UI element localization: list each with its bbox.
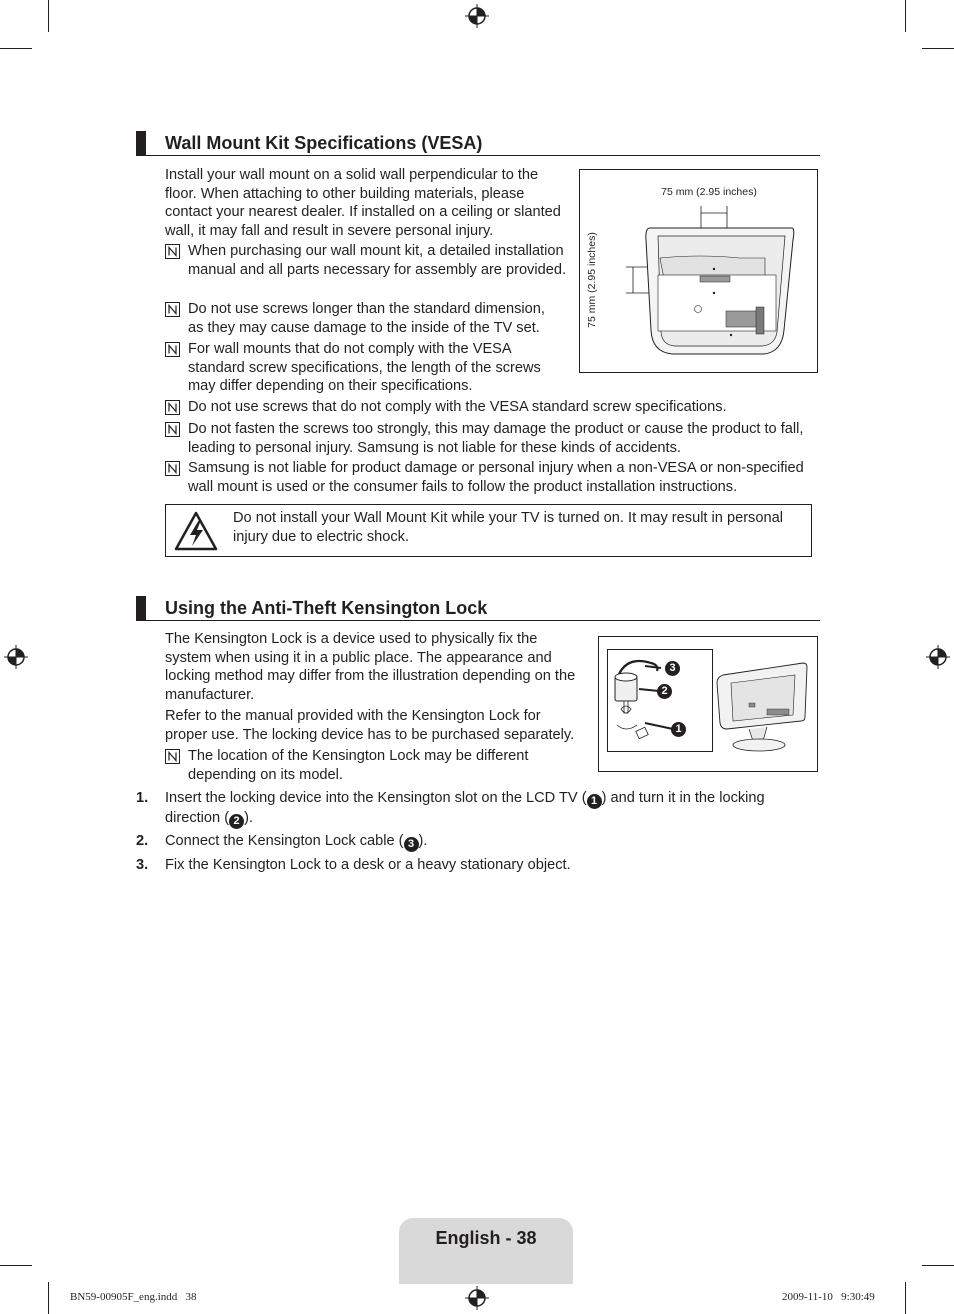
note-item [165, 747, 585, 785]
crop-mark [905, 0, 906, 32]
kensington-paragraph: Refer to the manual provided with the Kensington Lock for proper use. The locking device has to be purchased separately. [165, 708, 575, 743]
callout-3: 3 [665, 661, 680, 676]
registration-mark-icon [465, 1286, 489, 1310]
section-marker [136, 131, 146, 155]
step-text-part: ) and turn it in the locking [601, 790, 765, 806]
registration-mark-icon [465, 4, 489, 28]
note-item [165, 420, 815, 458]
step-text-part: direction ( [165, 810, 230, 826]
note-item [165, 459, 815, 497]
registration-mark-icon [4, 645, 28, 669]
note-item [165, 242, 575, 298]
note-icon [165, 422, 180, 437]
step-text: Fix the Kensington Lock to a desk or a heavy stationary object. [165, 857, 571, 873]
tv-back-panel-illustration [580, 170, 817, 372]
timestamp: 2009-11-10 9:30:49 [782, 1291, 875, 1303]
note-text: For wall mounts that do not comply with the VESA standard screw specifications, the length of the screws may differ depending on their specifications. [188, 341, 541, 395]
note-text: When purchasing our wall mount kit, a detailed installation manual and all parts necessary for assembly are provided. [188, 243, 567, 278]
callout-3: 3 [404, 837, 419, 852]
warning-text: Do not install your Wall Mount Kit while your TV is turned on. It may result in personal injury due to electric shock. [233, 510, 783, 545]
kensington-paragraph: The Kensington Lock is a device used to physically fix the system when using it in a public place. The appearance and locking method may differ from the illustration depending on the manufacturer. [165, 631, 576, 703]
note-text: Do not use screws that do not comply with the VESA standard screw specifications. [188, 399, 727, 415]
step-number: 2. [136, 833, 149, 849]
page-label: English - 38 [435, 1228, 537, 1248]
note-text: Samsung is not liable for product damage or personal injury when a non-VESA or non-specified wall mount is used or the consumer fails to follow the product installation instructions. [188, 460, 804, 495]
file-name: BN59-00905F_eng.indd 38 [70, 1291, 197, 1303]
callout-1: 1 [671, 722, 686, 737]
warning-box [165, 504, 812, 557]
crop-mark [0, 48, 32, 49]
note-icon [165, 244, 180, 259]
callout-2: 2 [229, 814, 244, 829]
crop-mark [922, 48, 954, 49]
note-item [165, 398, 815, 418]
crop-mark [0, 1265, 32, 1266]
step-text-part: Insert the locking device into the Kensington slot on the LCD TV ( [165, 790, 587, 806]
section-title: Wall Mount Kit Specifications (VESA) [165, 133, 483, 153]
crop-mark [48, 1282, 49, 1314]
note-icon [165, 400, 180, 415]
kensington-figure [598, 636, 818, 772]
step-number: 1. [136, 790, 149, 806]
crop-mark [905, 1282, 906, 1314]
crop-mark [922, 1265, 954, 1266]
note-icon [165, 302, 180, 317]
callout-1: 1 [587, 794, 602, 809]
crop-mark [48, 0, 49, 32]
step-number: 3. [136, 857, 149, 873]
step-text-part: ). [418, 833, 428, 849]
vesa-figure [579, 169, 818, 373]
callout-2: 2 [657, 684, 672, 699]
step-text [165, 789, 815, 829]
intro-paragraph: Install your wall mount on a solid wall perpendicular to the floor. When attaching to other building materials, please contact your nearest dealer. If installed on a ceiling or slanted wall, it may fall and result in severe personal injury. [165, 167, 561, 239]
section-header-wall-mount [136, 131, 820, 156]
section-header-kensington [136, 596, 820, 621]
step-text-part: ). [244, 810, 253, 826]
step-text [165, 832, 815, 852]
note-text: The location of the Kensington Lock may be different depending on its model. [188, 748, 529, 783]
note-text: Do not fasten the screws too strongly, this may damage the product or cause the product to fall, leading to personal injury. Samsung is not liable for these kinds of accidents. [188, 421, 804, 456]
note-icon [165, 749, 180, 764]
step-text-part: Connect the Kensington Lock cable ( [165, 833, 404, 849]
horizontal-dimension-label: 75 mm (2.95 inches) [661, 186, 757, 198]
note-icon [165, 461, 180, 476]
kensington-lock-illustration [599, 637, 817, 771]
page-number-tab [399, 1218, 573, 1284]
electric-shock-warning-icon [174, 511, 218, 551]
note-item [165, 340, 575, 396]
section-title: Using the Anti-Theft Kensington Lock [165, 598, 488, 618]
registration-mark-icon [926, 645, 950, 669]
note-icon [165, 342, 180, 357]
note-text: Do not use screws longer than the standard dimension, as they may cause damage to the inside of the TV set. [188, 301, 545, 336]
section-marker [136, 596, 146, 620]
vertical-dimension-label: 75 mm (2.95 inches) [586, 232, 598, 328]
note-item [165, 300, 575, 338]
